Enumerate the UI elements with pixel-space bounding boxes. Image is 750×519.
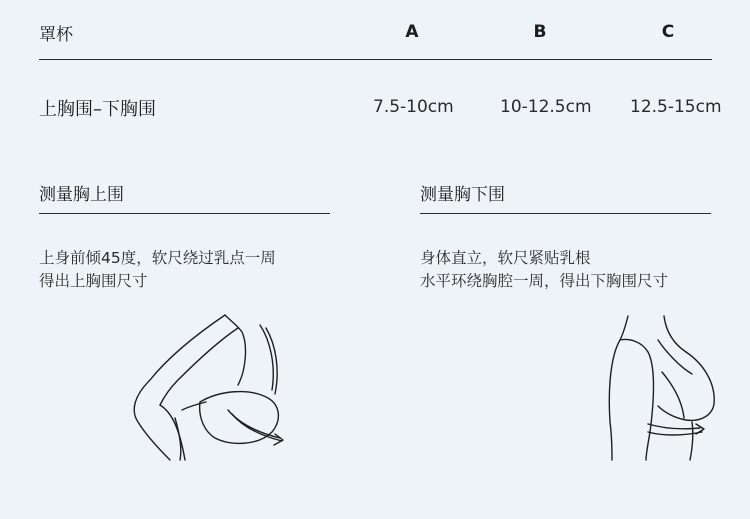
- cup-c-value: 12.5-15cm: [630, 97, 722, 117]
- cup-b-value: 10-12.5cm: [500, 97, 592, 117]
- underbust-title: 测量胸下围: [420, 185, 505, 205]
- cup-a-value: 7.5-10cm: [373, 97, 454, 117]
- underbust-divider: [420, 213, 711, 214]
- upper-bust-line-2: 得出上胸围尺寸: [39, 272, 148, 290]
- underbust-line-1: 身体直立，软尺紧贴乳根: [420, 249, 591, 267]
- upper-bust-divider: [39, 213, 330, 214]
- upper-bust-line-1: 上身前倾45度，软尺绕过乳点一周: [39, 249, 276, 267]
- underbust-instructions: [420, 247, 668, 293]
- cup-b-header: B: [533, 22, 547, 42]
- table-divider: [39, 59, 712, 60]
- upper-bust-title: 测量胸上围: [39, 185, 124, 205]
- leaning-bust-illustration: [120, 310, 300, 465]
- underbust-line-2: 水平环绕胸腔一周，得出下胸围尺寸: [420, 272, 669, 290]
- cup-a-header: A: [405, 22, 419, 42]
- cup-header-label: 罩杯: [39, 25, 73, 45]
- cup-c-header: C: [661, 22, 675, 42]
- upright-underbust-illustration: [600, 312, 720, 462]
- upper-bust-instructions: [39, 247, 276, 293]
- bust-difference-label: 上胸围–下胸围: [39, 99, 156, 120]
